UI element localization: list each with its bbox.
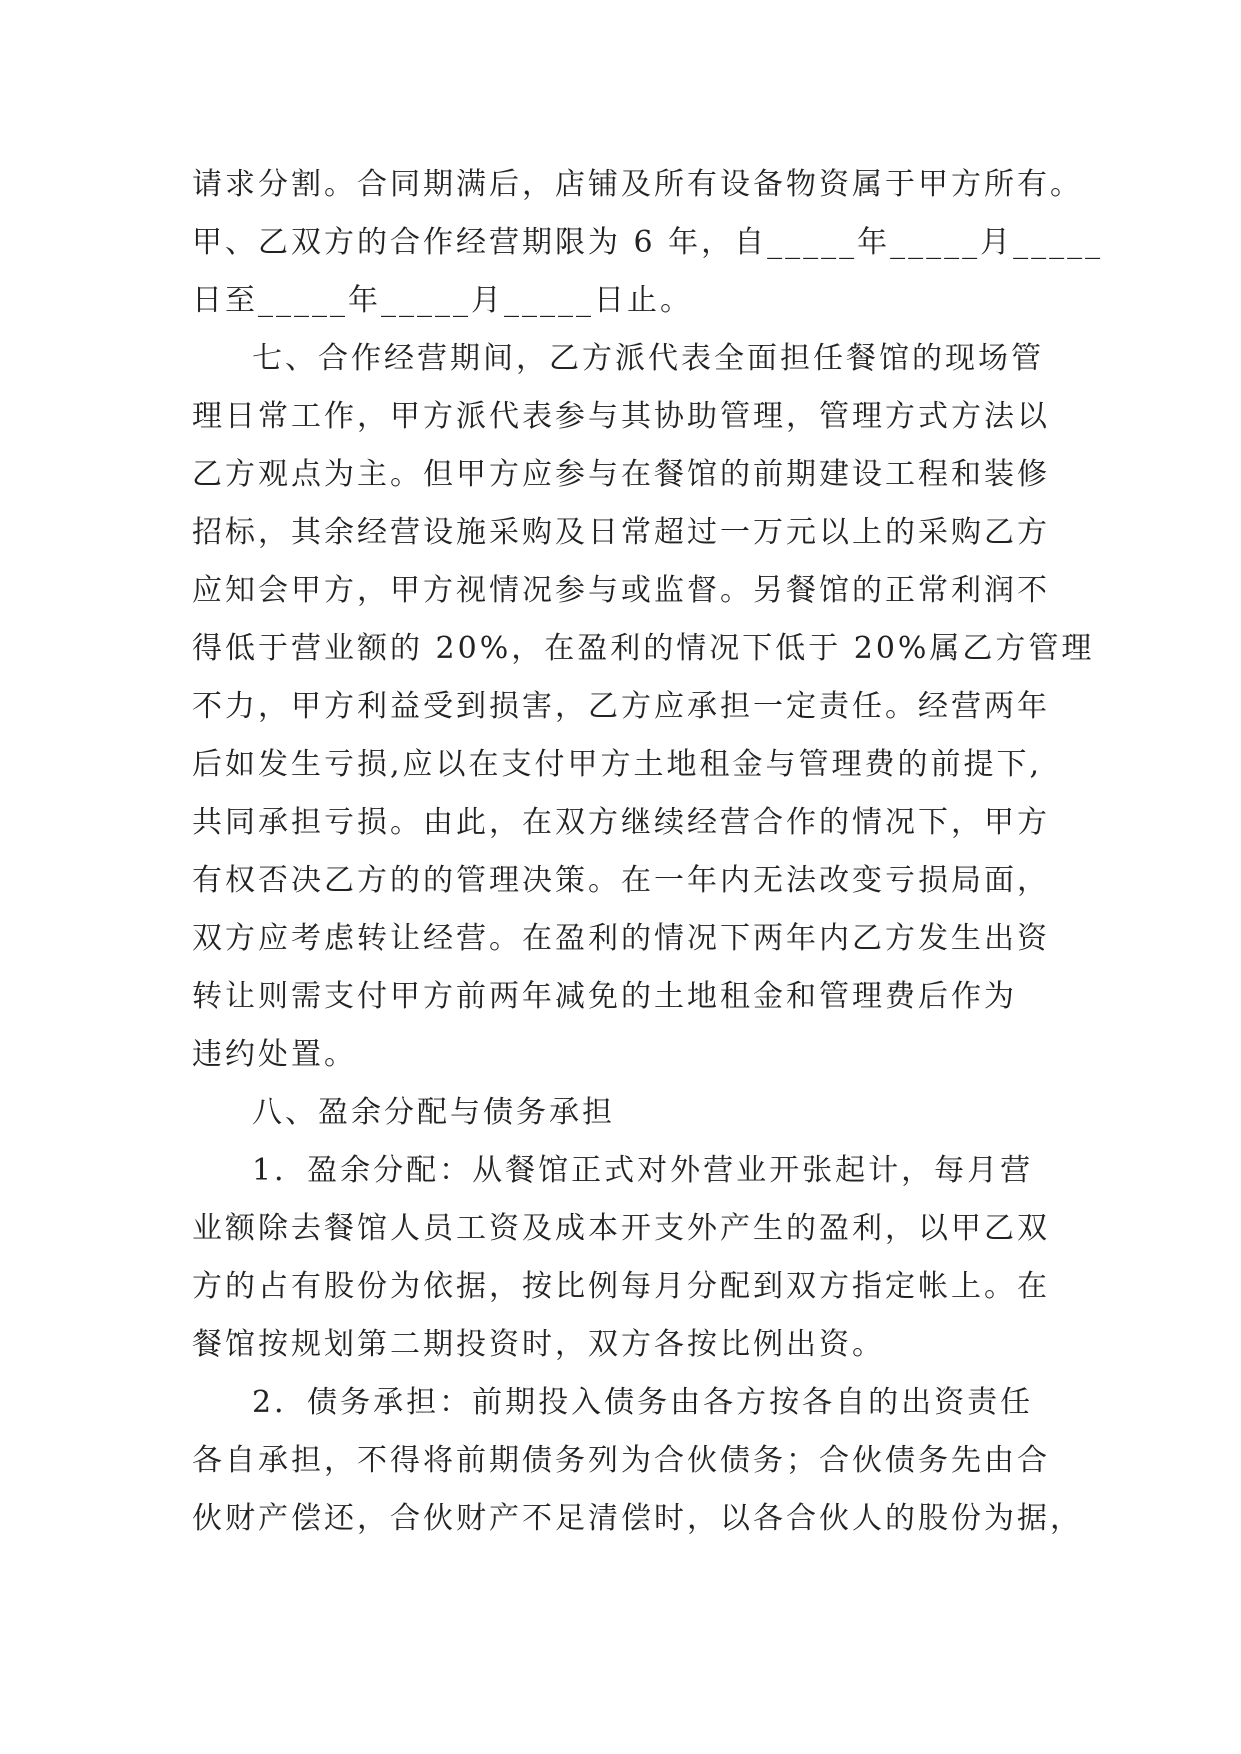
text-line: 餐馆按规划第二期投资时，双方各按比例出资。 xyxy=(192,1327,885,1362)
section-7-heading-line: 七、合作经营期间，乙方派代表全面担任餐馆的现场管 xyxy=(252,341,1044,376)
text-line: 请求分割。合同期满后，店铺及所有设备物资属于甲方所有。 xyxy=(192,167,1083,202)
text-line: 日至_____年_____月_____日止。 xyxy=(192,283,693,318)
text-line: 得低于营业额的 20%，在盈利的情况下低于 20%属乙方管理 xyxy=(192,631,1095,666)
text-line: 方的占有股份为依据，按比例每月分配到双方指定帐上。在 xyxy=(192,1269,1050,1304)
section-8-heading: 八、盈余分配与债务承担 xyxy=(252,1095,615,1130)
text-line: 后如发生亏损,应以在支付甲方土地租金与管理费的前提下, xyxy=(192,747,1043,782)
text-line: 有权否决乙方的的管理决策。在一年内无法改变亏损局面， xyxy=(192,863,1050,898)
text-line: 违约处置。 xyxy=(192,1037,357,1072)
document-body xyxy=(192,156,1104,1548)
text-line: 业额除去餐馆人员工资及成本开支外产生的盈利，以甲乙双 xyxy=(192,1211,1050,1246)
text-line: 理日常工作，甲方派代表参与其协助管理，管理方式方法以 xyxy=(192,399,1050,434)
text-line: 甲、乙双方的合作经营期限为 6 年，自_____年_____月_____ xyxy=(192,225,1104,260)
text-line: 应知会甲方，甲方视情况参与或监督。另餐馆的正常利润不 xyxy=(192,573,1050,608)
text-line: 不力，甲方利益受到损害，乙方应承担一定责任。经营两年 xyxy=(192,689,1050,724)
clause-1-first-line: 1．盈余分配：从餐馆正式对外营业开张起计，每月营 xyxy=(252,1153,1034,1188)
text-line: 伙财产偿还，合伙财产不足清偿时，以各合伙人的股份为据， xyxy=(192,1501,1083,1536)
text-line: 双方应考虑转让经营。在盈利的情况下两年内乙方发生出资 xyxy=(192,921,1050,956)
text-line: 共同承担亏损。由此，在双方继续经营合作的情况下，甲方 xyxy=(192,805,1050,840)
text-line: 乙方观点为主。但甲方应参与在餐馆的前期建设工程和装修 xyxy=(192,457,1050,492)
clause-2-first-line: 2．债务承担：前期投入债务由各方按各自的出资责任 xyxy=(252,1385,1034,1420)
text-line: 转让则需支付甲方前两年减免的土地租金和管理费后作为 xyxy=(192,979,1017,1014)
text-line: 各自承担，不得将前期债务列为合伙债务；合伙债务先由合 xyxy=(192,1443,1050,1478)
text-line: 招标，其余经营设施采购及日常超过一万元以上的采购乙方 xyxy=(192,515,1050,550)
